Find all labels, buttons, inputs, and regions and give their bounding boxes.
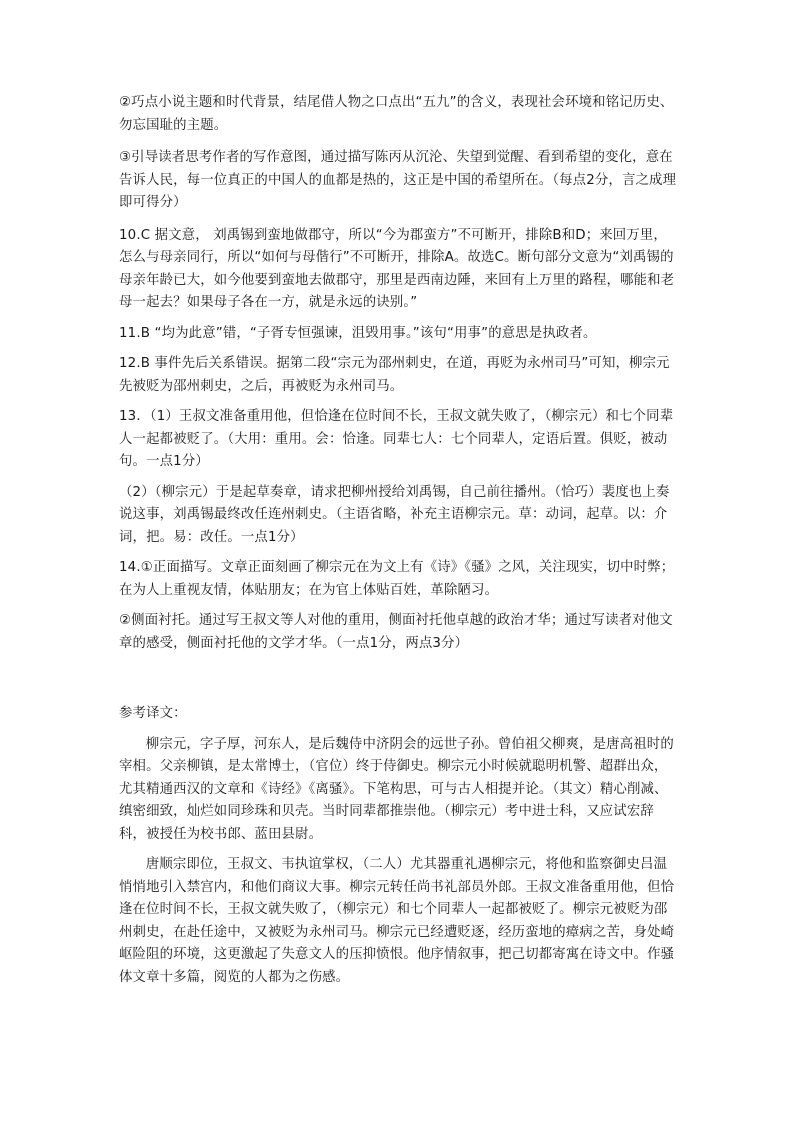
answer-9-point-3: ③引导读者思考作者的写作意图，通过描写陈丙从沉沦、失望到觉醒、看到希望的变化，意在告诉人民，每一位真正的中国人的血都是热的，这正是中国的希望所在。（每点2分，言之成理即可得分） xyxy=(119,150,677,210)
answer-14-point-1: 14.①正面描写。文章正面刻画了柳宗元在为文上有《诗》《骚》之风，关注现实，切中时弊；在为人上重视友情，体贴朋友；在为官上体贴百姓，革除陋习。 xyxy=(119,560,675,598)
answer-12: 12.B 事件先后关系错误。据第二段“宗元为邵州刺史，在道，再贬为永州司马”可知，柳宗元先被贬为邵州刺史，之后，再被贬为永州司马。 xyxy=(119,356,670,394)
answer-13-2: （2）（柳宗元）于是起草奏章，请求把柳州授给刘禹锡，自己前往播州。（恰巧）裴度也上奏说这事，刘禹锡最终改任连州刺史。（主语省略，补充主语柳宗元。草：动词，起草。以：介词，把。易：改任。一点1分） xyxy=(119,484,670,545)
translation-heading: 参考译文： xyxy=(119,706,187,721)
translation-paragraph-1: 柳宗元，字子厚，河东人，是后魏侍中济阴会的远世子孙。曾伯祖父柳爽，是唐高祖时的宰相。父亲柳镇，是太常博士，（官位）终于侍御史。柳宗元小时候就聪明机警、超群出众，尤其精通西汉的文章和《诗经》《离骚》。下笔构思，可与古人相提并论。（其文）精心削减、缜密细致，灿烂如同珍珠和贝壳。当时同辈都推崇他。（柳宗元）考中进士科，又应试宏辞科，被授任为校书郎、蓝田县尉。 xyxy=(119,736,674,842)
answer-11: 11.B “均为此意”错，“子胥专恒强谏，沮毁用事。”该句“用事”的意思是执政者。 xyxy=(119,325,597,341)
document-page xyxy=(119,92,679,989)
answer-10: 10.C 据文意， 刘禹锡到蛮地做郡守，所以“今为郡蛮方”不可断开，排除B和D；来回万里，怎么与母亲同行，所以“如何与母偕行”不可断开，排除A。故选C。断句部分文意为“刘禹锡的母亲年龄已大，如今他要到蛮地去做郡守，那里是西南边陲，来回有上万里的路程，哪能和老母一起去？如果母子各在一方，就是永远的诀别。” xyxy=(119,227,675,310)
answer-13-1: 13．（1）王叔文准备重用他，但恰逢在位时间不长，王叔文就失败了，（柳宗元）和七个同辈人一起都被贬了。（大用：重用。会：恰逢。同辈七人：七个同辈人，定语后置。俱贬，被动句。一点1分） xyxy=(119,409,674,469)
translation-paragraph-2: 唐顺宗即位，王叔文、韦执谊掌权，（二人）尤其器重礼遇柳宗元，将他和监察御史吕温悄悄地引入禁宫内，和他们商议大事。柳宗元转任尚书礼部员外郎。王叔文准备重用他，但恰逢在位时间不长，王叔文就失败了，（柳宗元）和七个同辈人一起都被贬了。柳宗元被贬为邵州刺史，在赴任途中，又被贬为永州司马。柳宗元已经遭贬逐，经历蛮地的瘴病之苦，身处崎岖险阻的环境，这更激起了失意文人的压抑愤恨。他序情叙事，把己切都寄寓在诗文中。作骚体文章十多篇，阅览的人都为之伤感。 xyxy=(119,857,675,985)
answer-14-point-2: ②侧面衬托。通过写王叔文等人对他的重用，侧面衬托他卓越的政治才华；通过写读者对他文章的感受，侧面衬托他的文学才华。（一点1分，两点3分） xyxy=(119,613,673,651)
answer-9-point-2: ②巧点小说主题和时代背景，结尾借人物之口点出“五九”的含义，表现社会环境和铭记历史、勿忘国耻的主题。 xyxy=(119,95,674,133)
